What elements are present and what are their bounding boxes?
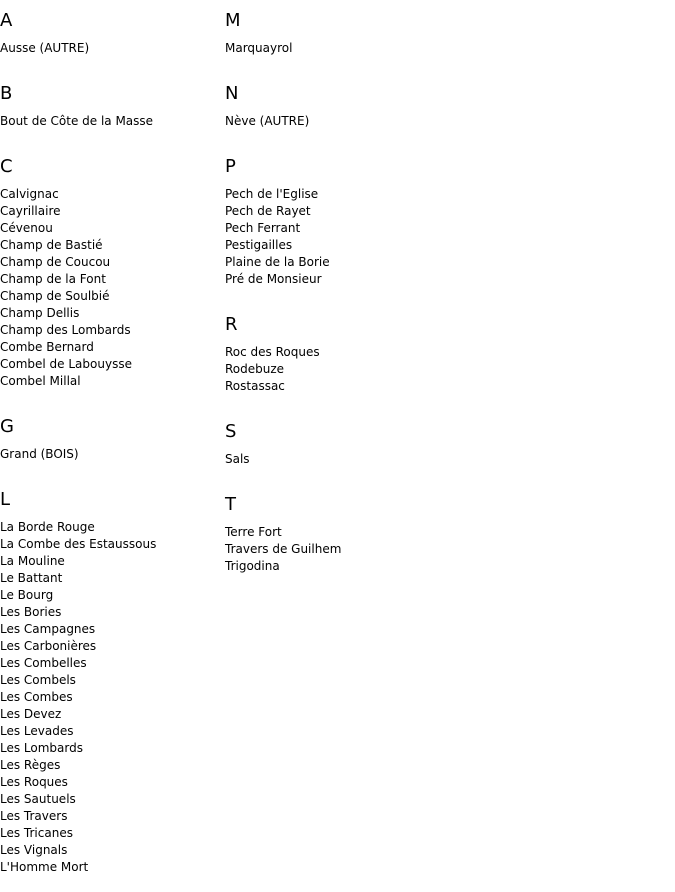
index-entry[interactable]: Ausse (AUTRE) <box>0 41 90 55</box>
letter-group-s <box>225 411 450 468</box>
index-entry[interactable]: Pré de Monsieur <box>225 272 322 286</box>
index-entry[interactable]: Cévenou <box>0 221 53 235</box>
index-entry[interactable]: Rostassac <box>225 379 285 393</box>
letter-group-m <box>225 0 450 57</box>
index-entry[interactable]: Combel de Labouysse <box>0 357 132 371</box>
index-entry[interactable]: Les Levades <box>0 724 74 738</box>
index-entry[interactable]: Sals <box>225 452 250 466</box>
index-entry[interactable]: Calvignac <box>0 187 59 201</box>
index-entry[interactable]: Les Règes <box>0 758 61 772</box>
index-entry[interactable]: La Combe des Estaussous <box>0 537 157 551</box>
index-entry[interactable]: Nève (AUTRE) <box>225 114 310 128</box>
index-column-left <box>0 0 225 892</box>
index-entry[interactable]: Combel Millal <box>0 374 81 388</box>
index-entry[interactable]: Rodebuze <box>225 362 285 376</box>
letter-group-l <box>0 479 225 876</box>
index-entry[interactable]: Combe Bernard <box>0 340 94 354</box>
index-entry[interactable]: Les Sautuels <box>0 792 76 806</box>
index-entry[interactable]: Les Carbonières <box>0 639 97 653</box>
index-entry[interactable]: La Mouline <box>0 554 65 568</box>
letter-heading: B <box>0 83 13 104</box>
index-entry[interactable]: Champ de Coucou <box>0 255 111 269</box>
letter-heading: P <box>225 156 236 177</box>
index-entry[interactable]: Le Bourg <box>0 588 54 602</box>
index-entry[interactable]: Les Roques <box>0 775 68 789</box>
letter-heading: L <box>0 489 11 510</box>
letter-group-g <box>0 406 225 463</box>
index-entry[interactable]: Champ de la Font <box>0 272 106 286</box>
index-entry[interactable]: Pech Ferrant <box>225 221 301 235</box>
index-entry[interactable]: Travers de Guilhem <box>225 542 342 556</box>
index-entry[interactable]: La Borde Rouge <box>0 520 95 534</box>
letter-heading: G <box>0 416 14 437</box>
index-entry[interactable]: Les Lombards <box>0 741 83 755</box>
index-column-right <box>225 0 450 591</box>
index-entry[interactable]: L'Homme Mort <box>0 860 89 874</box>
letter-heading: R <box>225 314 238 335</box>
index-entry[interactable]: Cayrillaire <box>0 204 61 218</box>
letter-heading: T <box>225 494 236 515</box>
index-entry[interactable]: Pech de l'Eglise <box>225 187 319 201</box>
letter-group-t <box>225 484 450 575</box>
index-entry[interactable]: Champ Dellis <box>0 306 80 320</box>
letter-heading: A <box>0 10 13 31</box>
index-entry[interactable]: Pestigailles <box>225 238 293 252</box>
index-entry[interactable]: Pech de Rayet <box>225 204 311 218</box>
letter-group-b <box>0 73 225 130</box>
index-entry[interactable]: Bout de Côte de la Masse <box>0 114 154 128</box>
index-entry[interactable]: Marquayrol <box>225 41 293 55</box>
index-entry[interactable]: Les Travers <box>0 809 68 823</box>
letter-group-p <box>225 146 450 288</box>
index-entry[interactable]: Grand (BOIS) <box>0 447 79 461</box>
index-entry[interactable]: Les Combels <box>0 673 76 687</box>
letter-heading: N <box>225 83 239 104</box>
index-entry[interactable]: Champ de Soulbié <box>0 289 110 303</box>
letter-group-a <box>0 0 225 57</box>
letter-heading: M <box>225 10 241 31</box>
index-entry[interactable]: Plaine de la Borie <box>225 255 330 269</box>
index-entry[interactable]: Les Combes <box>0 690 73 704</box>
index-entry[interactable]: Les Combelles <box>0 656 87 670</box>
index-entry[interactable]: Le Battant <box>0 571 63 585</box>
index-entry[interactable]: Les Devez <box>0 707 62 721</box>
index-entry[interactable]: Les Vignals <box>0 843 68 857</box>
index-entry[interactable]: Les Bories <box>0 605 62 619</box>
index-entry[interactable]: Champ de Bastié <box>0 238 103 252</box>
index-entry[interactable]: Les Tricanes <box>0 826 73 840</box>
index-entry[interactable]: Champ des Lombards <box>0 323 131 337</box>
letter-group-r <box>225 304 450 395</box>
letter-group-c <box>0 146 225 390</box>
letter-group-n <box>225 73 450 130</box>
index-entry[interactable]: Roc des Roques <box>225 345 320 359</box>
index-entry[interactable]: Terre Fort <box>225 525 282 539</box>
index-entry[interactable]: Les Campagnes <box>0 622 96 636</box>
letter-heading: S <box>225 421 237 442</box>
letter-heading: C <box>0 156 13 177</box>
index-entry[interactable]: Trigodina <box>225 559 280 573</box>
